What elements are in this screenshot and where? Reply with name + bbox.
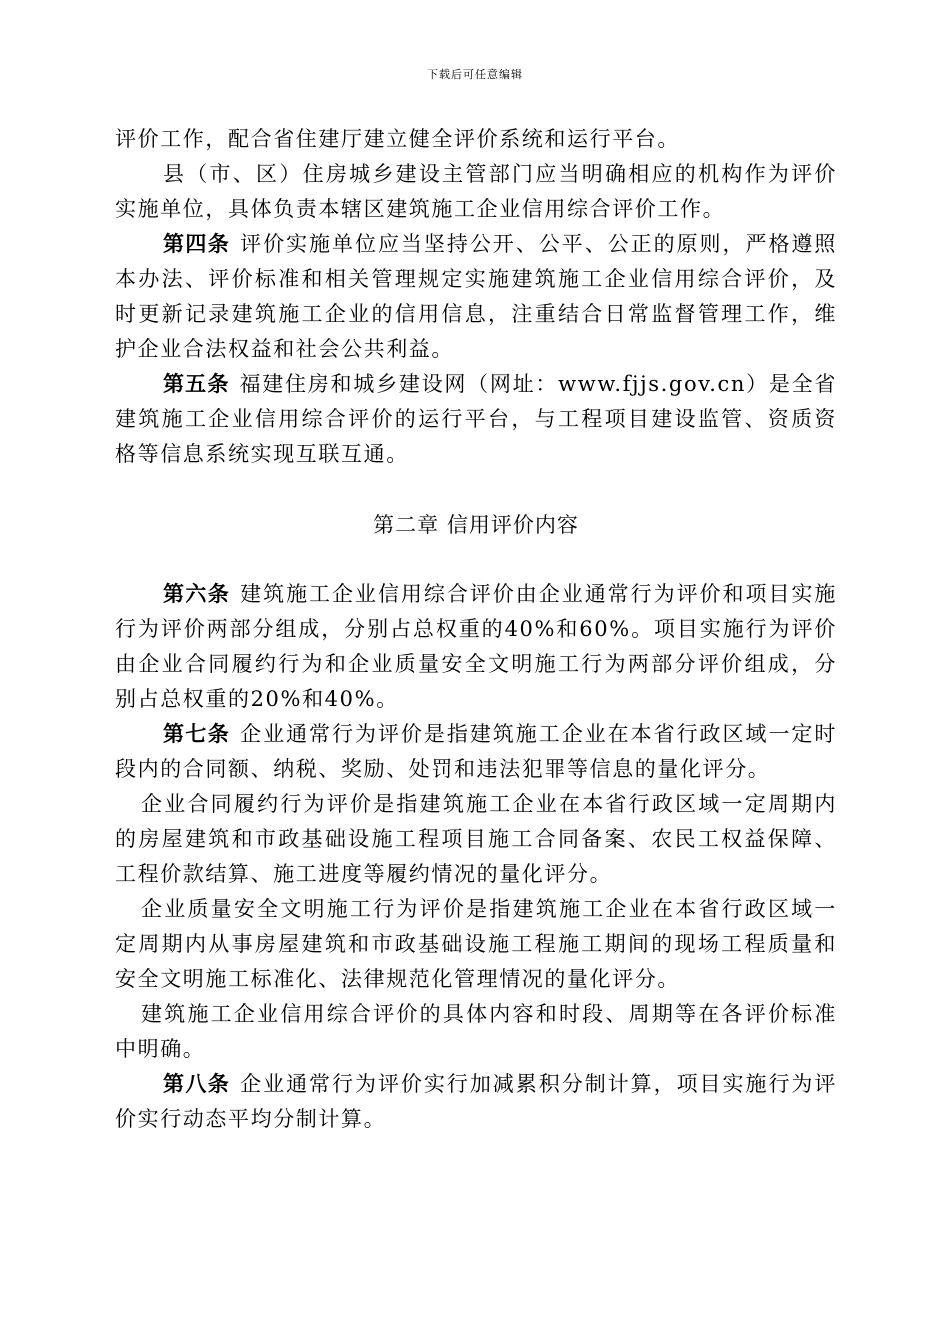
paragraph: 县（市、区）住房城乡建设主管部门应当明确相应的机构作为评价实施单位，具体负责本辖区建筑施工企业信用综合评价工作。 — [115, 162, 837, 221]
article-label: 第四条 — [163, 232, 231, 256]
article-text: 企业通常行为评价实行加减累积分制计算，项目实施行为评价实行动态平均分制计算。 — [115, 1072, 837, 1131]
article-6 — [115, 577, 837, 717]
article-label: 第五条 — [163, 372, 230, 396]
article-text: 福建住房和城乡建设网（网址：www.fjjs.gov.cn）是全省建筑施工企业信用综合评价的运行平台，与工程项目建设监管、资质资格等信息系统实现互联互通。 — [115, 372, 838, 466]
article-8 — [115, 1067, 837, 1137]
article-text: 评价实施单位应当坚持公开、公平、公正的原则，严格遵照本办法、评价标准和相关管理规定实施建筑施工企业信用综合评价，及时更新记录建筑施工企业的信用信息，注重结合日常监督管理工作，维护企业合法权益和社会公共利益。 — [115, 232, 837, 361]
article-text: 建筑施工企业信用综合评价由企业通常行为评价和项目实施行为评价两部分组成，分别占总权重的40%和60%。项目实施行为评价由企业合同履约行为和企业质量安全文明施工行为两部分评价组成，分别占总权重的20%和40%。 — [115, 582, 837, 711]
article-text: 企业通常行为评价是指建筑施工企业在本省行政区域一定时段内的合同额、纳税、奖励、处罚和违法犯罪等信息的量化评分。 — [115, 722, 837, 781]
article-label: 第六条 — [163, 582, 231, 606]
chapter-title: 第二章 信用评价内容 — [373, 513, 579, 537]
article-5 — [115, 367, 837, 472]
page-header: 下载后可任意编辑 — [427, 68, 523, 81]
article-7 — [115, 717, 837, 787]
paragraph: 评价工作，配合省住建厅建立健全评价系统和运行平台。 — [115, 127, 680, 151]
paragraph: 企业质量安全文明施工行为评价是指建筑施工企业在本省行政区域一定周期内从事房屋建筑和市政基础设施工程施工期间的现场工程质量和安全文明施工标准化、法律规范化管理情况的量化评分。 — [115, 897, 837, 991]
article-4 — [115, 227, 837, 367]
document-body — [115, 122, 837, 1137]
paragraph: 企业合同履约行为评价是指建筑施工企业在本省行政区域一定周期内的房屋建筑和市政基础设施工程项目施工合同备案、农民工权益保障、工程价款结算、施工进度等履约情况的量化评分。 — [115, 792, 837, 886]
article-label: 第七条 — [163, 722, 231, 746]
paragraph: 建筑施工企业信用综合评价的具体内容和时段、周期等在各评价标准中明确。 — [115, 1002, 837, 1061]
article-label: 第八条 — [163, 1072, 231, 1096]
